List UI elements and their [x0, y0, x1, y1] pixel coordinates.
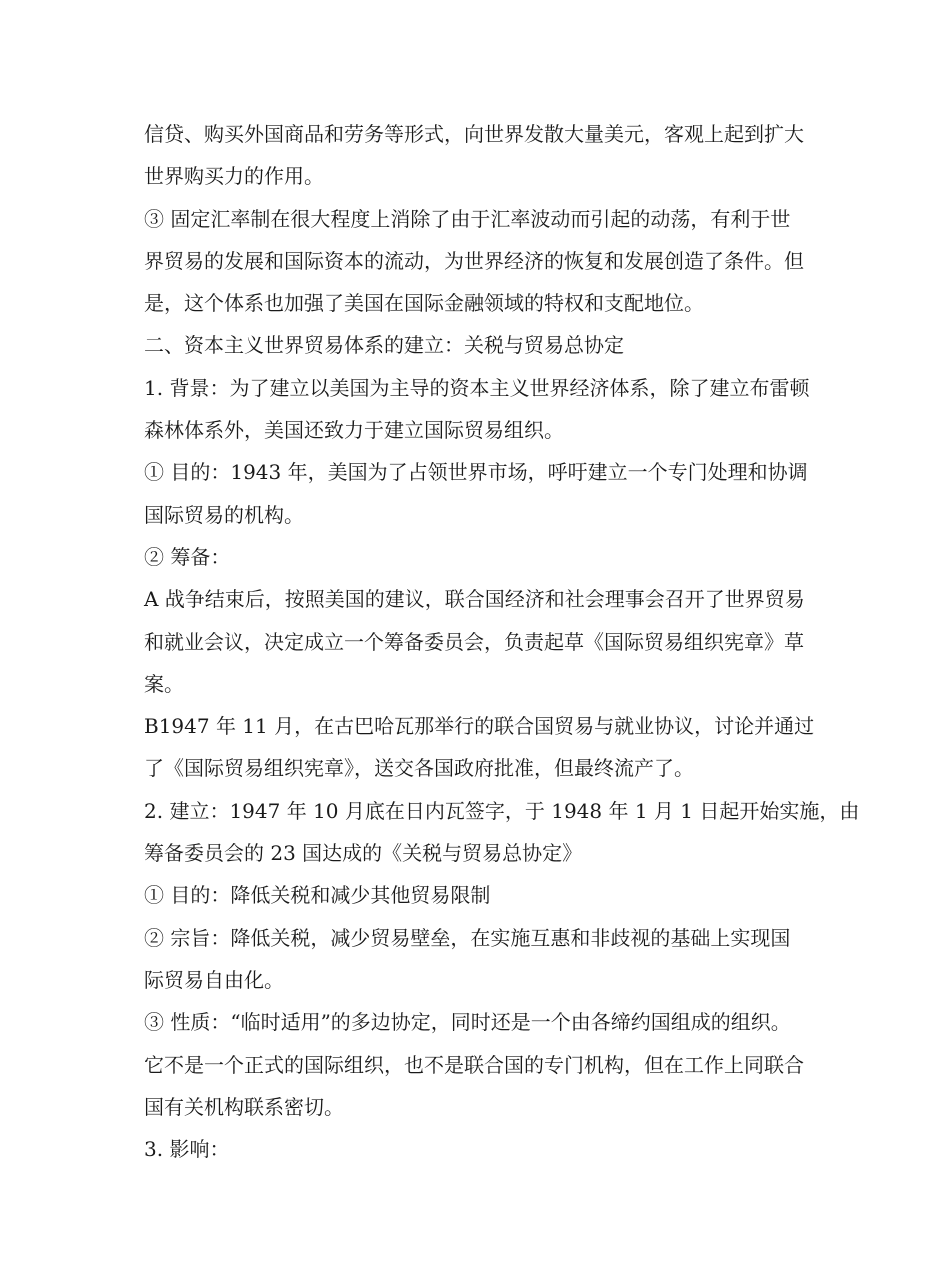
text-line-25: 3. 影响：	[144, 1137, 230, 1162]
text-line-1: 信贷、购买外国商品和劳务等形式，向世界发散大量美元，客观上起到扩大	[144, 122, 804, 146]
text-line-22: ③ 性质：“临时适用”的多边协定，同时还是一个由各缔约国组成的组织。	[144, 1010, 791, 1035]
text-line-24: 国有关机构联系密切。	[144, 1094, 344, 1119]
text-line-2: 世界购买力的作用。	[144, 164, 324, 189]
section-heading: 二、资本主义世界贸易体系的建立：关税与贸易总协定	[144, 333, 624, 358]
text-line-17: 2. 建立：1947 年 10 月底在日内瓦签字，于 1948 年 1 月 1 日起开始实施，由	[144, 798, 860, 823]
text-line-11: ② 筹备：	[144, 544, 231, 569]
text-line-23: 它不是一个正式的国际组织，也不是联合国的专门机构，但在工作上同联合	[144, 1052, 804, 1077]
text-line-5: 是，这个体系也加强了美国在国际金融领域的特权和支配地位。	[144, 291, 704, 316]
text-line-18: 筹备委员会的 23 国达成的《关税与贸易总协定》	[144, 841, 583, 866]
text-line-10: 国际贸易的机构。	[144, 502, 304, 527]
text-line-9: ① 目的：1943 年，美国为了占领世界市场，呼吁建立一个专门处理和协调	[144, 460, 808, 485]
text-line-3: ③ 固定汇率制在很大程度上消除了由于汇率波动而引起的动荡，有利于世	[144, 206, 791, 231]
text-line-15: B1947 年 11 月，在古巴哈瓦那举行的联合国贸易与就业协议，讨论并通过	[144, 714, 815, 739]
text-line-7: 1. 背景：为了建立以美国为主导的资本主义世界经济体系，除了建立布雷顿	[144, 375, 810, 400]
text-line-14: 案。	[144, 671, 184, 696]
text-line-16: 了《国际贸易组织宪章》，送交各国政府批准，但最终流产了。	[144, 756, 694, 781]
text-line-20: ② 宗旨：降低关税，减少贸易壁垒，在实施互惠和非歧视的基础上实现国	[144, 925, 791, 950]
text-line-21: 际贸易自由化。	[144, 967, 284, 992]
text-line-13: 和就业会议，决定成立一个筹备委员会，负责起草《国际贸易组织宪章》草	[144, 629, 804, 654]
text-line-19: ① 目的：降低关税和减少其他贸易限制	[144, 883, 491, 908]
text-line-12: A 战争结束后，按照美国的建议，联合国经济和社会理事会召开了世界贸易	[144, 587, 805, 612]
text-line-4: 界贸易的发展和国际资本的流动，为世界经济的恢复和发展创造了条件。但	[144, 248, 804, 273]
text-line-8: 森林体系外，美国还致力于建立国际贸易组织。	[144, 418, 564, 443]
document-body	[144, 122, 860, 1162]
